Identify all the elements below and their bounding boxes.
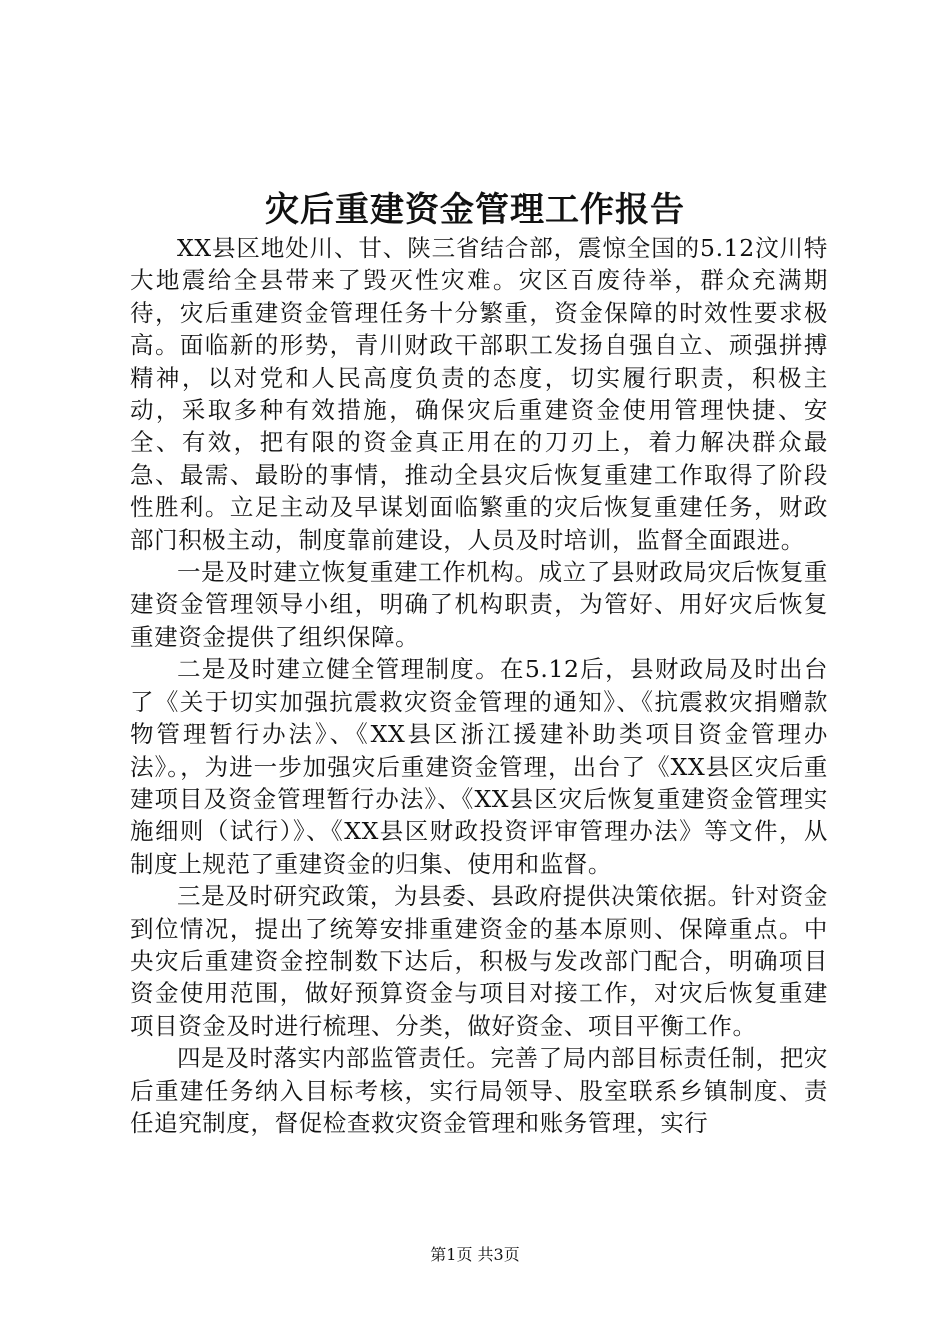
document-title: 灾后重建资金管理工作报告 [265,190,685,230]
document-body [130,232,828,1139]
paragraph-item-1: 一是及时建立恢复重建工作机构。成立了县财政局灾后恢复重建资金管理领导小组，明确了机构职责，为管好、用好灾后恢复重建资金提供了组织保障。 [130,558,828,651]
paragraph-intro: XX县区地处川、甘、陕三省结合部，震惊全国的5.12汶川特大地震给全县带来了毁灭性灾难。灾区百废待举，群众充满期待，灾后重建资金管理任务十分繁重，资金保障的时效性要求极高。面临新的形势，青川财政干部职工发扬自强自立、顽强拼搏精神，以对党和人民高度负责的态度，切实履行职责，积极主动，采取多种有效措施，确保灾后重建资金使用管理快捷、安全、有效，把有限的资金真正用在的刀刃上，着力解决群众最急、最需、最盼的事情，推动全县灾后恢复重建工作取得了阶段性胜利。立足主动及早谋划面临繁重的灾后恢复重建任务，财政部门积极主动，制度靠前建设，人员及时培训，监督全面跟进。 [130,234,828,554]
paragraph-item-3: 三是及时研究政策，为县委、县政府提供决策依据。针对资金到位情况，提出了统筹安排重建资金的基本原则、保障重点。中央灾后重建资金控制数下达后，积极与发改部门配合，明确项目资金使用范围，做好预算资金与项目对接工作，对灾后恢复重建项目资金及时进行梳理、分类，做好资金、项目平衡工作。 [130,882,828,1040]
paragraph-item-2: 二是及时建立健全管理制度。在5.12后，县财政局及时出台了《关于切实加强抗震救灾资金管理的通知》、《抗震救灾捐赠款物管理暂行办法》、《XX县区浙江援建补助类项目资金管理办法》。，为进一步加强灾后重建资金管理，出台了《XX县区灾后重建项目及资金管理暂行办法》、《XX县区灾后恢复重建资金管理实施细则（试行）》、《XX县区财政投资评审管理办法》等文件，从制度上规范了重建资金的归集、使用和监督。 [130,655,828,878]
paragraph-item-4: 四是及时落实内部监管责任。完善了局内部目标责任制，把灾后重建任务纳入目标考核，实行局领导、股室联系乡镇制度、责任追究制度，督促检查救灾资金管理和账务管理，实行 [130,1044,828,1137]
page-number-footer: 第1页 共3页 [430,1245,520,1264]
